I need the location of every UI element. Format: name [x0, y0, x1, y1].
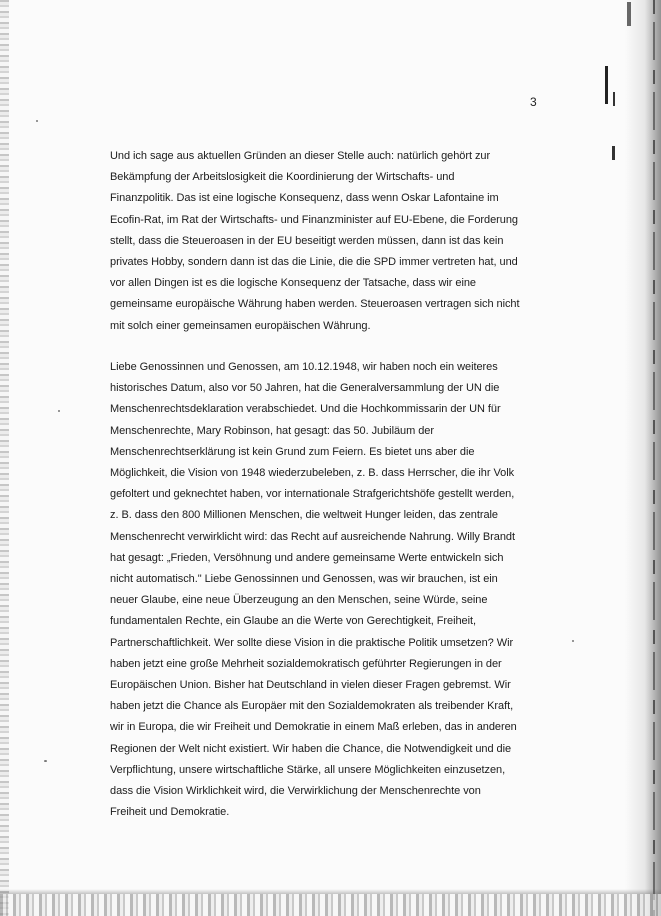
scan-mark: [627, 2, 631, 26]
text-line: historisches Datum, also vor 50 Jahren, hat die Generalversammlung der UN die: [110, 382, 500, 395]
text-line: Partnerschaftlichkeit. Wer sollte diese Vision in die praktische Politik umsetzen? Wir: [110, 636, 514, 649]
text-line: Europäischen Union. Bisher hat Deutschland in vielen dieser Fragen gebremst. Wir: [110, 679, 511, 692]
text-line: Und ich sage aus aktuellen Gründen an dieser Stelle auch: natürlich gehört zur: [110, 150, 491, 162]
text-line: gefoltert und geknechtet haben, vor internationale Strafgerichtshöfe gestellt werden,: [110, 488, 515, 501]
text-line: hat gesagt: „Frieden, Versöhnung und andere gemeinsame Werte entwickeln sich: [110, 551, 504, 564]
scan-edge-right-line: [653, 0, 655, 916]
text-line: wir in Europa, die wir Freiheit und Demokratie in einem Maß erleben, das in anderen: [110, 721, 517, 734]
scan-edge-left: [0, 0, 9, 916]
text-line: gemeinsame europäische Währung haben werden. Steueroasen vertragen sich nicht: [110, 298, 520, 311]
text-line: dass die Vision Wirklichkeit wird, die Verwirklichung der Menschenrechte von: [110, 785, 481, 798]
scan-speck: [36, 120, 38, 122]
page-number: 3: [530, 95, 537, 109]
scan-edge-bottom: [0, 894, 661, 916]
text-line: z. B. dass den 800 Millionen Menschen, die weltweit Hunger leiden, das zentrale: [110, 509, 498, 522]
text-line: Menschenrecht verwirklicht wird: das Recht auf ausreichende Nahrung. Willy Brandt: [110, 530, 515, 543]
text-line: nicht automatisch." Liebe Genossinnen und Genossen, was wir brauchen, ist ein: [110, 573, 498, 586]
text-line: Bekämpfung der Arbeitslosigkeit die Koordinierung der Wirtschafts- und: [110, 171, 455, 184]
text-line: Menschenrechtsdeklaration verabschiedet. Und die Hochkommissarin der UN für: [110, 403, 501, 416]
text-line: haben jetzt eine große Mehrheit sozialdemokratisch geführter Regierungen in der: [110, 657, 502, 670]
text-line: Menschenrechtserklärung ist kein Grund zum Feiern. Es bietet uns aber die: [110, 445, 475, 458]
text-line: mit solch einer gemeinsamen europäischen Währung.: [110, 319, 371, 332]
text-line: Möglichkeit, die Vision von 1948 wiederzubeleben, z. B. dass Herrscher, die ihr Volk: [110, 467, 515, 480]
scan-speck: [58, 410, 60, 412]
text-line: vor allen Dingen ist es die logische Konsequenz der Tatsache, dass wir eine: [110, 277, 476, 290]
text-line: Regionen der Welt nicht existiert. Wir haben die Chance, die Notwendigkeit und die: [110, 742, 512, 755]
text-line: Finanzpolitik. Das ist eine logische Konsequenz, dass wenn Oskar Lafontaine im: [110, 192, 499, 205]
text-line: Verpflichtung, unsere wirtschaftliche Stärke, all unsere Möglichkeiten einzusetzen,: [110, 763, 506, 776]
scan-speck: [572, 640, 574, 642]
scan-mark: [605, 66, 608, 104]
text-line: Freiheit und Demokratie.: [110, 806, 230, 819]
text-line: fundamentalen Rechte, ein Glaube an die Werte von Gerechtigkeit, Freiheit,: [110, 615, 477, 628]
text-line: haben jetzt die Chance als Europäer mit den Sozialdemokraten als treibender Kraft,: [110, 700, 514, 713]
scan-edge-right: [625, 0, 661, 916]
text-line: Menschenrechte, Mary Robinson, hat gesagt: das 50. Jubiläum der: [110, 424, 434, 437]
text-line: neuer Glaube, eine neue Überzeugung an den Menschen, seine Würde, seine: [110, 594, 488, 607]
text-line: privates Hobby, sondern dann ist das die Linie, die die SPD immer vertreten hat, und: [110, 256, 518, 269]
scan-mark: [612, 146, 615, 160]
paragraph: [110, 357, 532, 823]
text-line: Ecofin-Rat, im Rat der Wirtschafts- und Finanzminister auf EU-Ebene, die Forderung: [110, 213, 518, 226]
paragraph: [110, 146, 532, 337]
scan-mark: [613, 92, 615, 106]
text-line: stellt, dass die Steueroasen in der EU beseitigt werden müssen, dann ist das kein: [110, 234, 504, 247]
scan-speck: [44, 760, 47, 762]
text-line: Liebe Genossinnen und Genossen, am 10.12.1948, wir haben noch ein weiteres: [110, 361, 498, 373]
